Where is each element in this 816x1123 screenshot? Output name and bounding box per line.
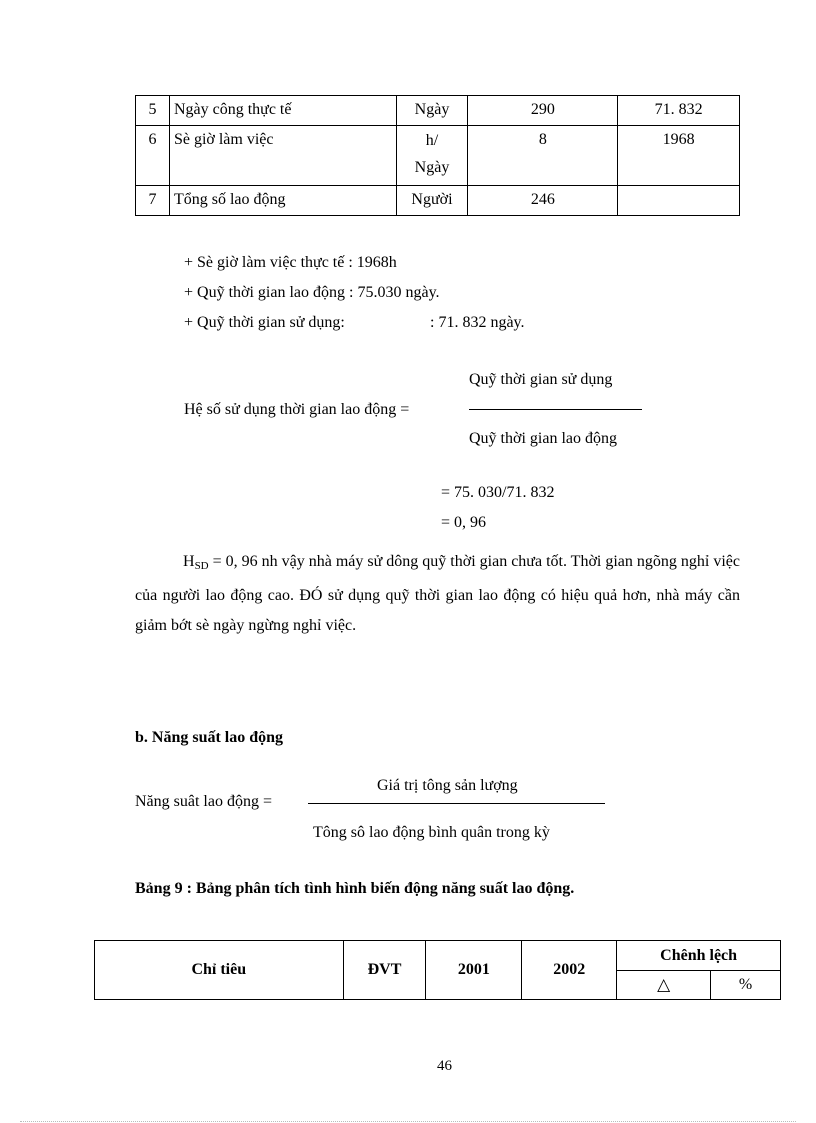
formula-step-2: = 0, 96 xyxy=(441,514,487,531)
table-row xyxy=(136,186,740,216)
bullet-used-time-fund-value: : 71. 832 ngày. xyxy=(430,314,525,331)
analysis-paragraph xyxy=(135,547,740,641)
header-percent: % xyxy=(711,971,781,1000)
row-number: 5 xyxy=(136,96,170,126)
row-value-1: 290 xyxy=(468,96,618,126)
table-caption: Bảng 9 : Bảng phân tích tình hình biến động năng suất lao động. xyxy=(135,880,575,897)
formula-time-usage-numerator: Quỹ thời gian sử dụng xyxy=(469,371,613,388)
row-unit xyxy=(396,126,468,186)
paragraph-text: = 0, 96 nh vậy nhà máy sử dông quỹ thời gian chưa tốt. Thời gian ngõng nghỉ việc của người lao động cao. ĐÓ sử dụng quỹ thời gian lao động có hiệu quả hơn, nhà máy cần giảm bớt sè ngày ngừng nghỉ việc. xyxy=(135,553,740,634)
row-unit: Người xyxy=(396,186,468,216)
formula-time-usage-lhs: Hệ số sử dụng thời gian lao động = xyxy=(184,401,410,418)
section-heading: b. Năng suất lao động xyxy=(135,729,284,746)
fraction-bar xyxy=(308,803,605,804)
row-number: 7 xyxy=(136,186,170,216)
fraction-bar xyxy=(469,409,642,410)
formula-productivity-denominator: Tông sô lao động bình quân trong kỳ xyxy=(313,824,550,841)
delta-icon: △ xyxy=(617,971,711,1000)
row-unit-line-2: Ngày xyxy=(414,159,450,176)
bullet-labor-time-fund: + Quỹ thời gian lao động : 75.030 ngày. xyxy=(184,284,440,301)
header-unit: ĐVT xyxy=(343,941,426,1000)
formula-productivity-lhs: Năng suât lao động = xyxy=(135,793,272,810)
row-unit: Ngày xyxy=(396,96,468,126)
header-2002: 2002 xyxy=(522,941,617,1000)
table-row xyxy=(136,96,740,126)
bullet-working-hours: + Sè giờ làm việc thực tế : 1968h xyxy=(184,254,397,271)
header-row xyxy=(95,941,781,971)
formula-step-1: = 75. 030/71. 832 xyxy=(441,484,555,501)
row-value-2: 1968 xyxy=(618,126,740,186)
row-name: Ngày công thực tế xyxy=(169,96,396,126)
formula-productivity-numerator: Giá trị tông sản lượng xyxy=(377,777,518,794)
row-value-1: 246 xyxy=(468,186,618,216)
table-row xyxy=(136,126,740,186)
hsd-symbol: H xyxy=(183,553,195,570)
row-name: Tổng số lao động xyxy=(169,186,396,216)
formula-time-usage-denominator: Quỹ thời gian lao động xyxy=(469,430,617,447)
productivity-table xyxy=(94,940,781,1000)
row-name: Sè giờ làm việc xyxy=(169,126,396,186)
header-difference: Chênh lệch xyxy=(617,941,781,971)
row-unit-line-1: h/ xyxy=(425,132,439,149)
row-value-1: 8 xyxy=(468,126,618,186)
header-indicator: Chỉ tiêu xyxy=(95,941,344,1000)
row-value-2: 71. 832 xyxy=(618,96,740,126)
page-bottom-divider xyxy=(20,1121,796,1122)
labor-table xyxy=(135,95,740,216)
header-2001: 2001 xyxy=(426,941,522,1000)
bullet-used-time-fund: + Quỹ thời gian sử dụng: xyxy=(184,314,345,331)
hsd-subscript: SD xyxy=(194,560,209,572)
row-value-2 xyxy=(618,186,740,216)
row-number: 6 xyxy=(136,126,170,186)
page-number: 46 xyxy=(437,1058,452,1074)
